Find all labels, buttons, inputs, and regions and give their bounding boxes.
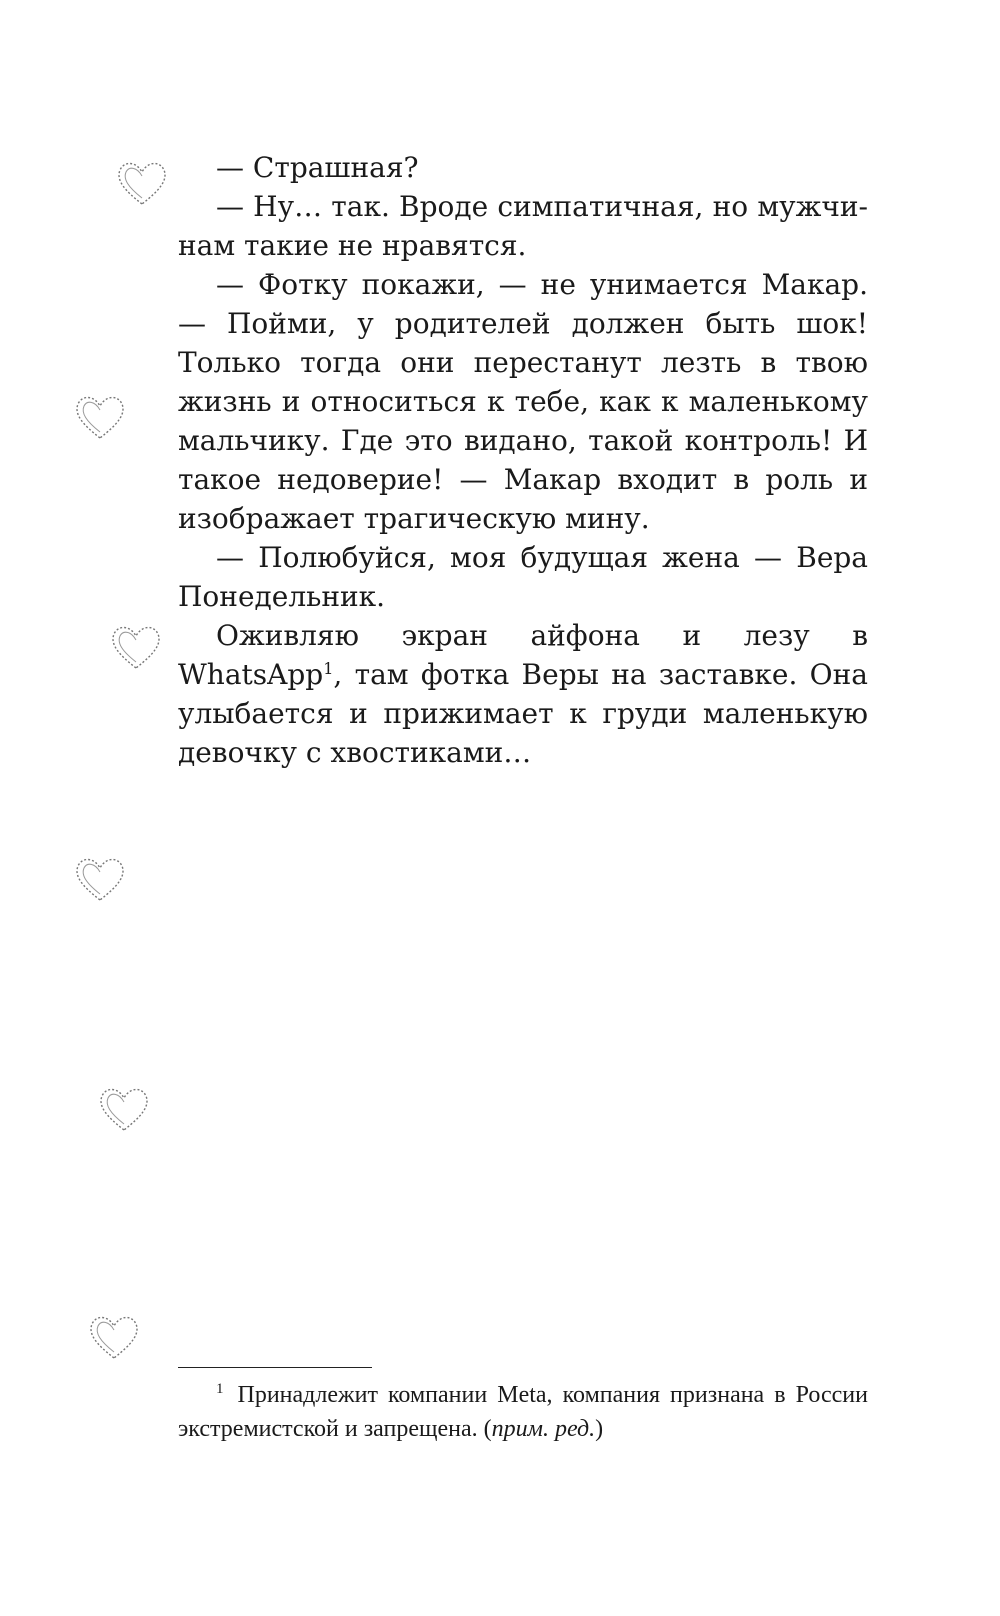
footnote-divider — [178, 1367, 372, 1368]
paragraph: — Полюбуйся, моя будущая жена — Вера Понедельник. — [178, 541, 868, 613]
heart-ornament-icon — [108, 622, 164, 672]
paragraph: — Страшная? — [216, 151, 419, 184]
paragraph: — Фотку покажи, — не унимается Макар. — Пойми, у родителей должен быть шок! Только тогда они перестанут лезть в твою жизнь и относиться к тебе, как к маленькому мальчику. Где это видано, такой контроль! И такое недоверие! — Макар входит в роль и изображает трагическую мину. — [178, 268, 868, 535]
heart-ornament-icon — [86, 1312, 142, 1362]
heart-ornament-icon — [72, 854, 128, 904]
footnote-reference[interactable]: 1 — [323, 659, 334, 678]
footnote-number: 1 — [216, 1381, 224, 1397]
paragraph: — Ну… так. Вроде симпатичная, но мужчинам такие не нравятся. — [178, 190, 868, 262]
footnote-editor-note: прим. ред. — [491, 1416, 596, 1442]
heart-ornament-icon — [72, 392, 128, 442]
heart-ornament-icon — [114, 158, 170, 208]
heart-ornament-icon — [96, 1084, 152, 1134]
footnote — [178, 1378, 868, 1446]
paragraph-text: , там фотка Веры на заставке. Она улыбается и прижимает к груди маленькую девочку с хвостиками… — [178, 658, 868, 769]
footnote-text: Принадлежит компании Meta, компания признана в России экстремистской и запрещена. ( — [178, 1382, 868, 1442]
paragraph — [178, 616, 868, 772]
paragraph-text: Оживляю экран айфона и лезу в WhatsApp — [178, 619, 868, 691]
footnote-text-end: ) — [595, 1416, 604, 1442]
body-text — [178, 148, 868, 772]
